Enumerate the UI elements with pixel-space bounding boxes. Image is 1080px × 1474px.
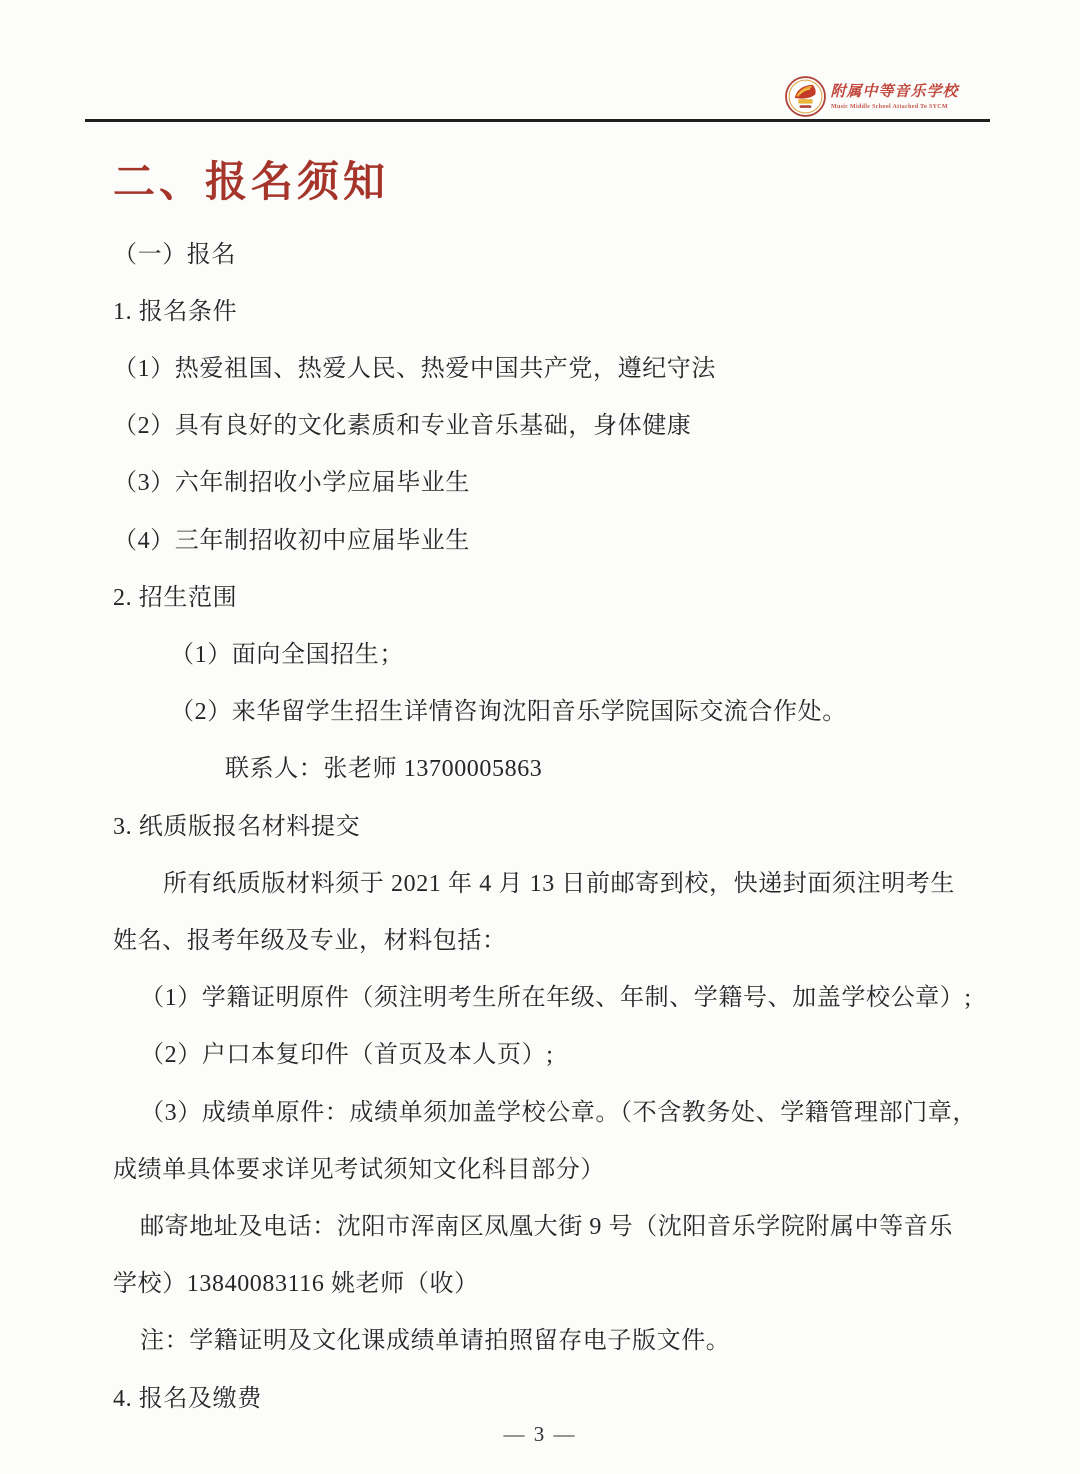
paragraph-line: 学校）13840083116 姚老师（收）: [113, 1271, 479, 1298]
paragraph-line: （3）六年制招收小学应届毕业生: [113, 470, 470, 497]
school-logo: [785, 76, 969, 117]
school-name-en: Music Middle School Attached To SYCM: [830, 103, 948, 110]
header-divider: [85, 119, 990, 122]
paragraph-line: 姓名、报考年级及专业，材料包括：: [113, 928, 507, 955]
paragraph-line: 邮寄地址及电话：沈阳市浑南区凤凰大街 9 号（沈阳音乐学院附属中等音乐: [140, 1214, 953, 1241]
paragraph-line: 2. 招生范围: [113, 584, 238, 611]
school-name-cn: 附属中等音乐学校: [830, 84, 959, 100]
paragraph-line: （2）具有良好的文化素质和专业音乐基础，身体健康: [113, 413, 692, 440]
paragraph-line: （1）学籍证明原件（须注明考生所在年级、年制、学籍号、加盖学校公章）;: [140, 985, 972, 1012]
paragraph-line: （2）户口本复印件（首页及本人页）;: [140, 1042, 554, 1069]
paragraph-line: （4）三年制招收初中应届毕业生: [113, 527, 470, 554]
paragraph-line: （3）成绩单原件：成绩单须加盖学校公章。（不含教务处、学籍管理部门章，: [140, 1099, 977, 1126]
paragraph-line: 3. 纸质版报名材料提交: [113, 813, 361, 840]
paragraph-line: （一）报名: [113, 241, 236, 268]
paragraph-line: （2）来华留学生招生详情咨询沈阳音乐学院国际交流合作处。: [170, 699, 847, 726]
paragraph-line: 4. 报名及缴费: [113, 1385, 262, 1412]
paragraph-line: 成绩单具体要求详见考试须知文化科目部分）: [113, 1156, 605, 1183]
section-title: 二、报名须知: [113, 160, 390, 206]
paragraph-line: （1）热爱祖国、热爱人民、热爱中国共产党，遵纪守法: [113, 356, 716, 382]
document-content: [113, 156, 977, 1428]
school-logo-text: [831, 76, 969, 111]
school-seal-icon: [785, 76, 826, 117]
page-number: — 3 —: [503, 1422, 577, 1446]
paragraph-line: 联系人：张老师 13700005863: [225, 756, 543, 783]
paragraph-line: （1）面向全国招生；: [170, 642, 404, 669]
paragraph-line: 1. 报名条件: [113, 298, 238, 325]
paragraph-line: 注：学籍证明及文化课成绩单请拍照留存电子版文件。: [140, 1328, 731, 1355]
paragraph-line: 所有纸质版材料须于 2021 年 4 月 13 日前邮寄到校，快递封面须注明考生: [163, 870, 955, 897]
